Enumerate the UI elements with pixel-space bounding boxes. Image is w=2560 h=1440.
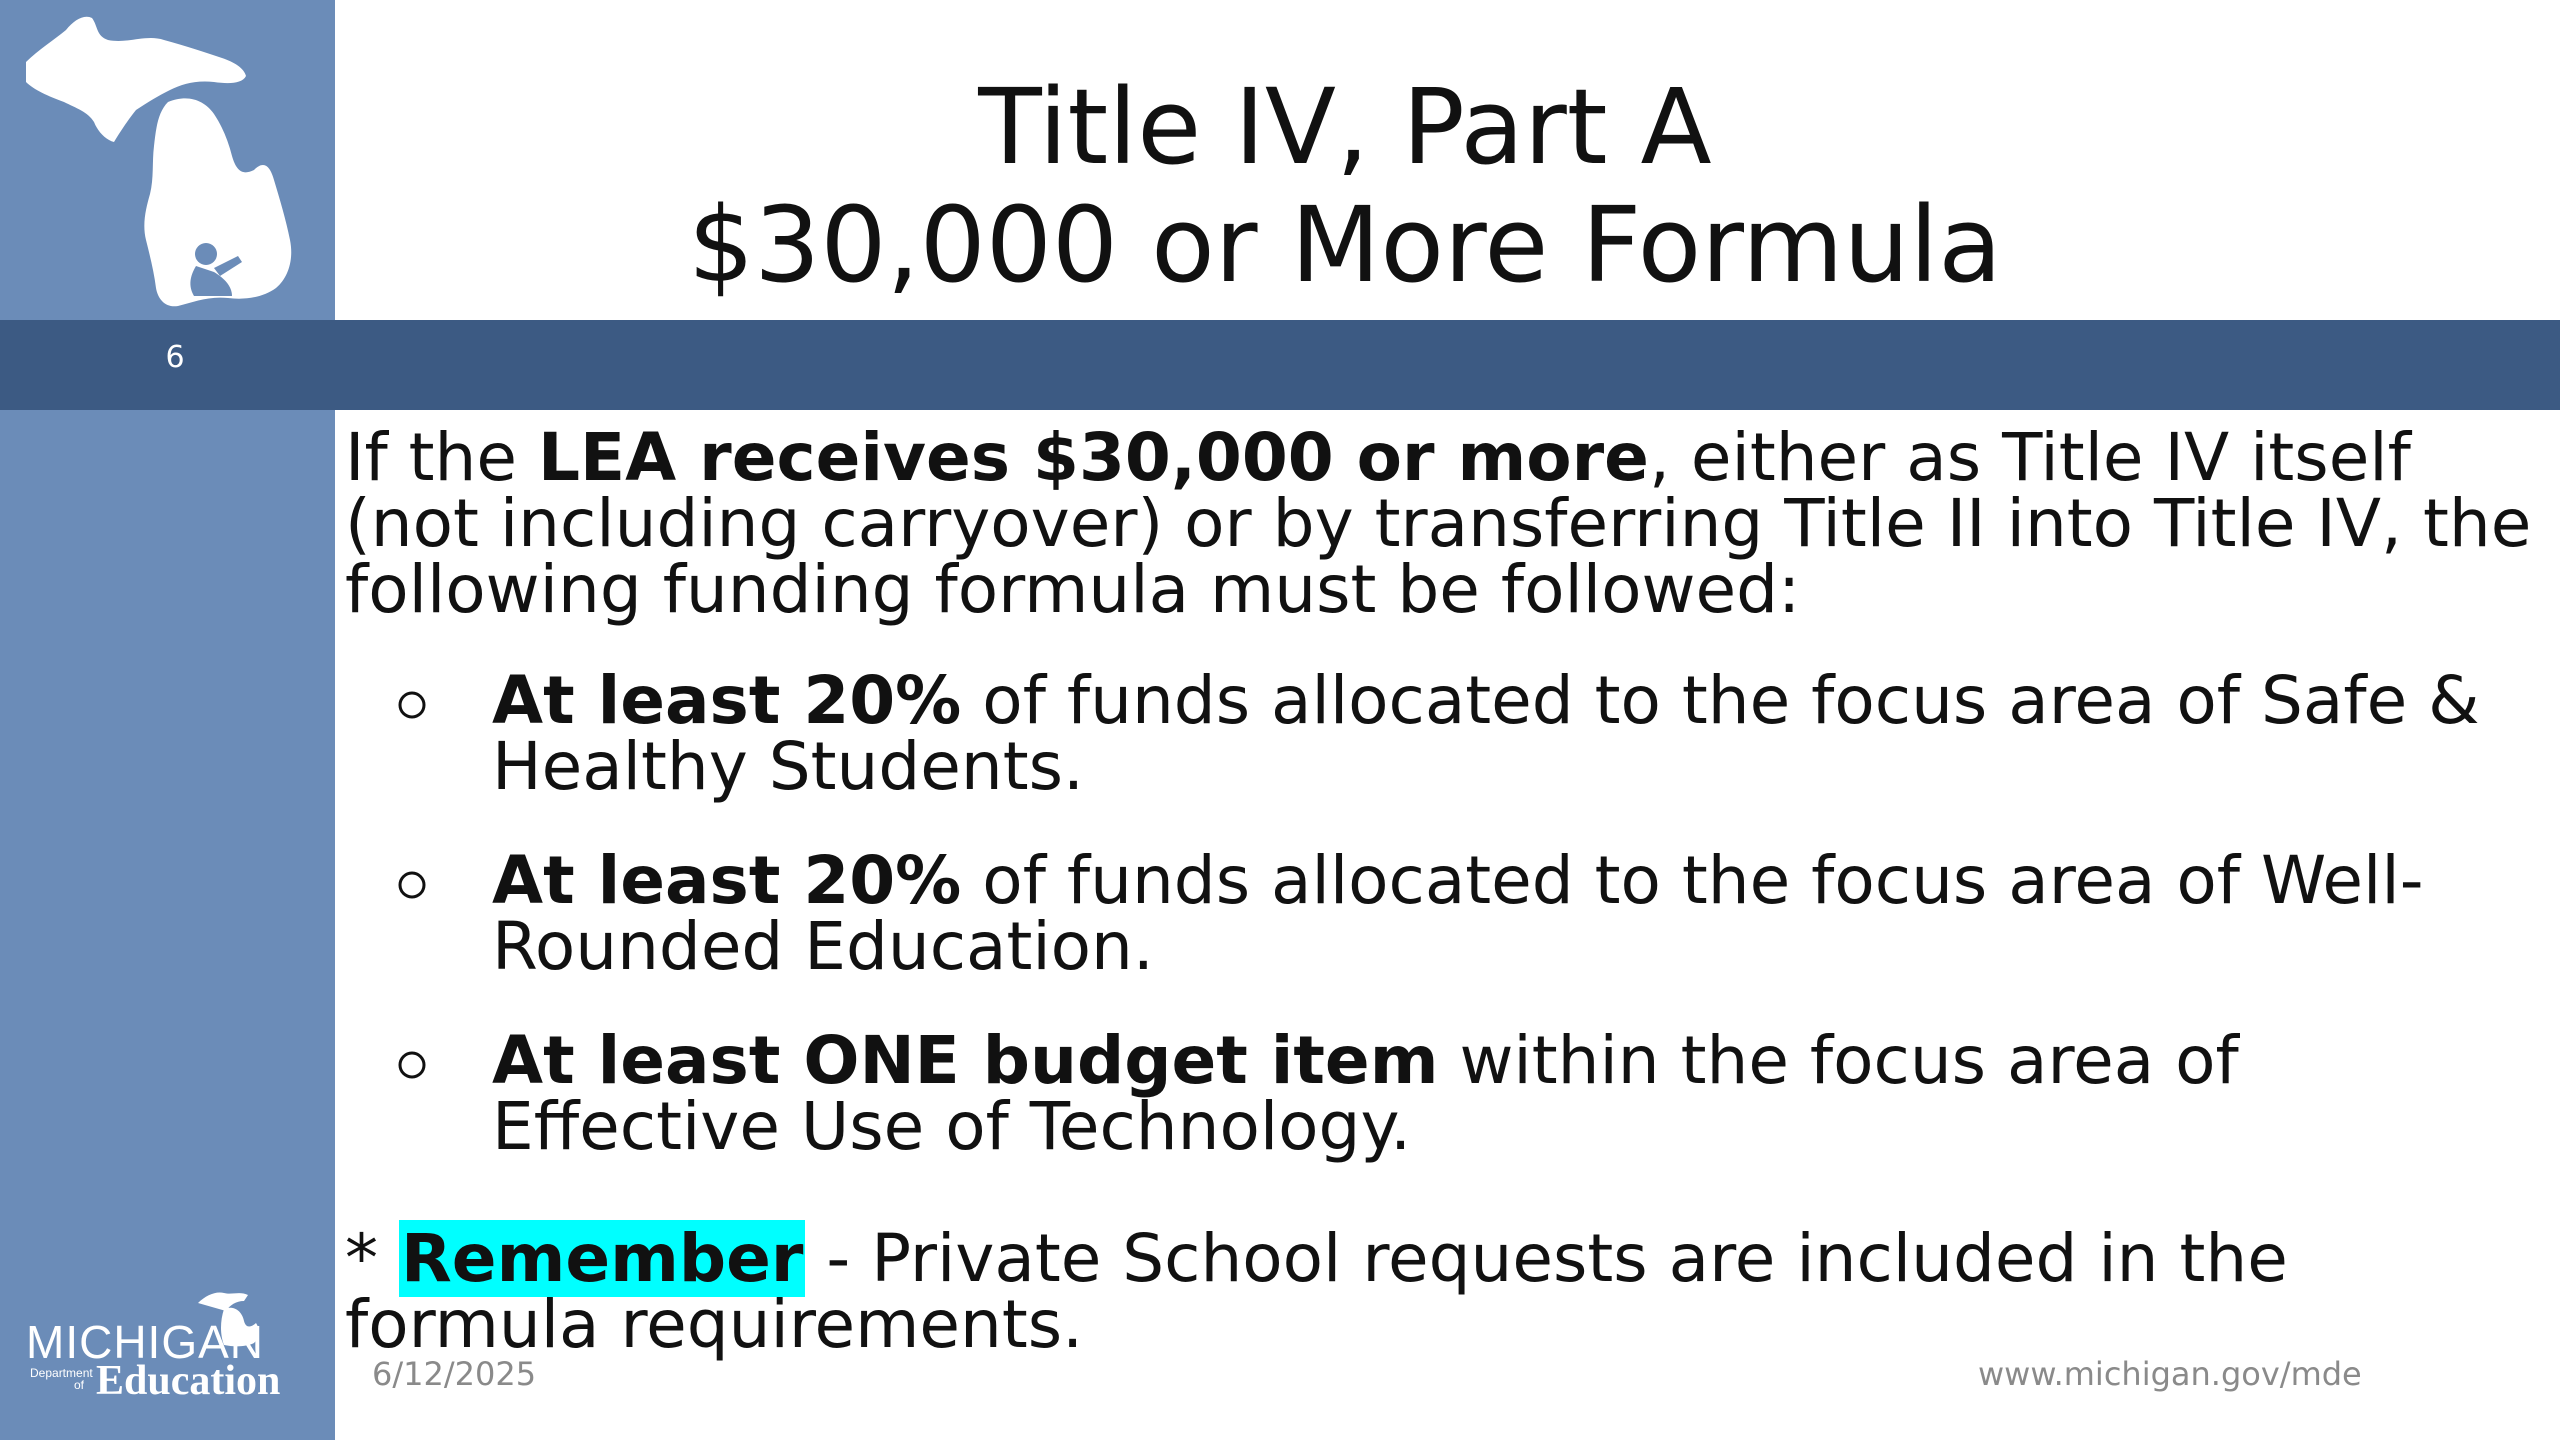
intro-post: , either as Title IV itself (not including carryover) or by transferring Title II into Title IV, the following funding formula must be followed:: [345, 419, 2532, 628]
bullet-bold: At least 20%: [492, 842, 962, 919]
slide-title: [335, 68, 2355, 304]
left-sidebar: [0, 0, 335, 1440]
list-item: [345, 662, 2535, 805]
logo-dept-line2: of: [74, 1378, 85, 1392]
requirement-list: [345, 662, 2535, 1165]
title-line-1: Title IV, Part A: [978, 66, 1712, 188]
hollow-circle-icon: [397, 870, 427, 900]
footer-date: 6/12/2025: [372, 1355, 537, 1393]
hollow-circle-icon: [397, 1050, 427, 1080]
michigan-education-logo: [22, 1285, 312, 1405]
logo-dept-line1: Department: [30, 1366, 93, 1380]
michigan-map-icon: [18, 10, 308, 310]
remember-text: - Private School requests are included in the formula requirements.: [345, 1220, 2288, 1363]
logo-department-text: [30, 1367, 93, 1391]
logo-education-text: Education: [96, 1358, 281, 1404]
remember-highlight: Remember: [400, 1220, 804, 1297]
intro-paragraph: [345, 419, 2535, 628]
bullet-text: within the focus area of Effective Use of Technology.: [492, 1022, 2239, 1165]
list-item: [345, 1022, 2535, 1165]
footer-url: www.michigan.gov/mde: [1978, 1355, 2362, 1393]
intro-bold: LEA receives $30,000 or more: [537, 419, 1649, 496]
bullet-text: of funds allocated to the focus area of Well-Rounded Education.: [492, 842, 2424, 985]
list-item: [345, 842, 2535, 985]
title-line-2: $30,000 or More Formula: [688, 184, 2002, 306]
slide-body: [345, 419, 2535, 1363]
bullet-bold: At least 20%: [492, 662, 962, 739]
hollow-circle-icon: [397, 690, 427, 720]
bullet-bold: At least ONE budget item: [492, 1022, 1439, 1099]
header-band: [0, 320, 2560, 410]
logo-michigan-text: MICHIGAN: [26, 1316, 264, 1368]
remember-note: [345, 1220, 2535, 1363]
intro-pre: If the: [345, 419, 538, 496]
bullet-text: of funds allocated to the focus area of Safe & Healthy Students.: [492, 662, 2480, 805]
slide-number: 6: [165, 340, 185, 375]
remember-prefix: *: [345, 1220, 399, 1297]
